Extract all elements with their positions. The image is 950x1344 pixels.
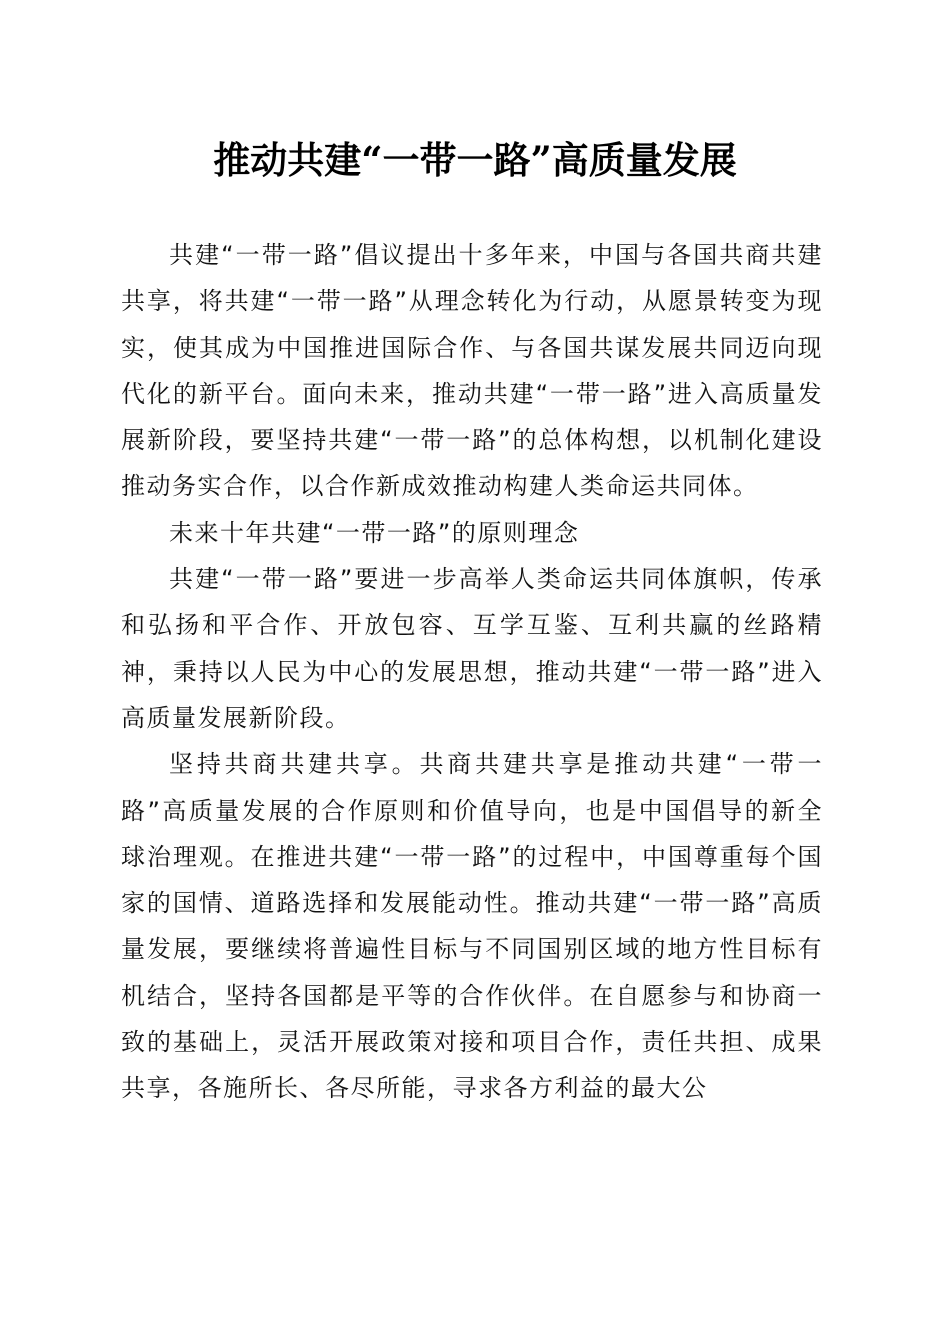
paragraph-intro: 共建“一带一路”倡议提出十多年来，中国与各国共商共建共享，将共建“一带一路”从理念转化为行动，从愿景转变为现实，使其成为中国推进国际合作、与各国共谋发展共同迈向现代化的新平台。面向未来，推动共建“一带一路”进入高质量发展新阶段，要坚持共建“一带一路”的总体构想，以机制化建设推动务实合作，以合作新成效推动构建人类命运共同体。 bbox=[121, 241, 823, 501]
paragraph-consultation: 坚持共商共建共享。共商共建共享是推动共建“一带一路”高质量发展的合作原则和价值导向，也是中国倡导的新全球治理观。在推进共建“一带一路”的过程中，中国尊重每个国家的国情、道路选择和发展能动性。推动共建“一带一路”高质量发展，要继续将普遍性目标与不同国别区域的地方性目标有机结合，坚持各国都是平等的合作伙伴。在自愿参与和协商一致的基础上，灵活开展政策对接和项目合作，责任共担、成果共享，各施所长、各尽所能，寻求各方利益的最大公 bbox=[121, 750, 823, 1103]
document-title: 推动共建“一带一路”高质量发展 bbox=[213, 138, 737, 182]
document-body bbox=[121, 232, 823, 1112]
section-heading: 未来十年共建“一带一路”的原则理念 bbox=[169, 518, 580, 547]
paragraph-principles: 共建“一带一路”要进一步高举人类命运共同体旗帜，传承和弘扬和平合作、开放包容、互学互鉴、互利共赢的丝路精神，秉持以人民为中心的发展思想，推动共建“一带一路”进入高质量发展新阶段。 bbox=[121, 565, 823, 732]
